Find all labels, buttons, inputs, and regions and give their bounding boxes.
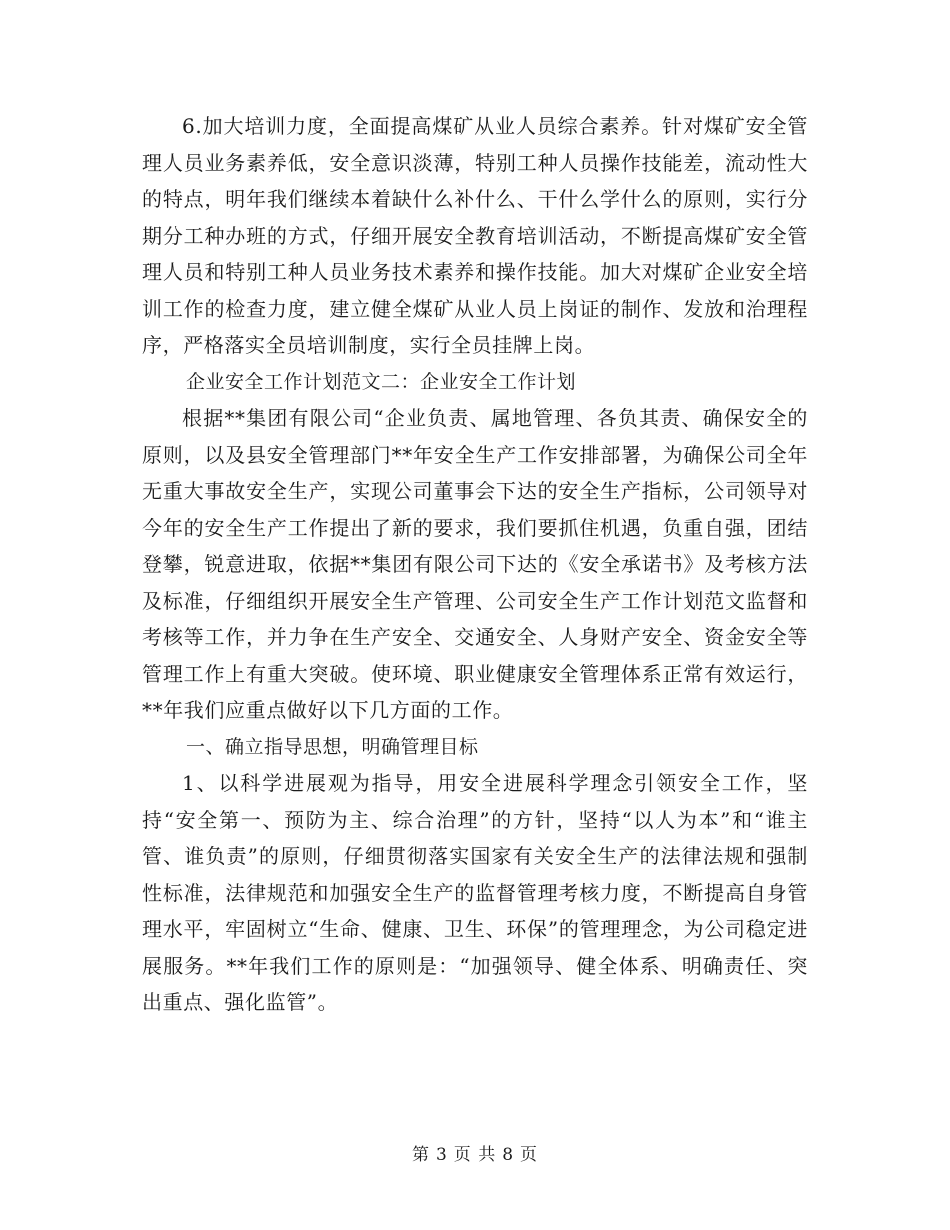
footer-current-page: 3 [435,1145,448,1165]
paragraph-scientific-development: 1、以科学进展观为指导，用安全进展科学理念引领安全工作，坚持“安全第一、预防为主、综合治理”的方针，坚持“以人为本”和“谁主管、谁负责”的原则，仔细贯彻落实国家有关安全生产的法律法规和强制性标准，法律规范和加强安全生产的监督管理考核力度，不断提高自身管理水平，牢固树立“生命、健康、卫生、环保”的管理理念，为公司稳定进展服务。**年我们工作的原则是：“加强领导、健全体系、明确责任、突出重点、强化监管”。 [142,771,808,1014]
page-footer [0,1140,950,1165]
footer-total-pages: 8 [502,1145,515,1165]
document-body [142,108,808,1021]
footer-middle: 页 共 [453,1145,497,1165]
section-heading-guiding-thought: 一、确立指导思想，明确管理目标 [186,735,479,758]
paragraph-training: 6.加大培训力度，全面提高煤矿从业人员综合素养。针对煤矿安全管理人员业务素养低，安全意识淡薄，特别工种人员操作技能差，流动性大的特点，明年我们继续本着缺什么补什么、干什么学什么的原则，实行分期分工种办班的方式，仔细开展安全教育培训活动，不断提高煤矿安全管理人员和特别工种人员业务技术素养和操作技能。加大对煤矿企业安全培训工作的检查力度，建立健全煤矿从业人员上岗证的制作、发放和治理程序，严格落实全员培训制度，实行全员挂牌上岗。 [142,114,808,357]
footer-prefix: 第 [411,1145,430,1165]
paragraph-basis: 根据**集团有限公司“企业负责、属地管理、各负其责、确保安全的原则，以及县安全管理部门**年安全生产工作安排部署，为确保公司全年无重大事故安全生产，实现公司董事会下达的安全生产指标，公司领导对今年的安全生产工作提出了新的要求，我们要抓住机遇，负重自强，团结登攀，锐意进取，依据**集团有限公司下达的《安全承诺书》及考核方法及标准，仔细组织开展安全生产管理、公司安全生产工作计划范文监督和考核等工作，并力争在生产安全、交通安全、人身财产安全、资金安全等管理工作上有重大突破。使环境、职业健康安全管理体系正常有效运行，**年我们应重点做好以下几方面的工作。 [142,406,808,722]
footer-suffix: 页 [520,1145,539,1165]
section-title-plan-two: 企业安全工作计划范文二：企业安全工作计划 [186,370,577,393]
